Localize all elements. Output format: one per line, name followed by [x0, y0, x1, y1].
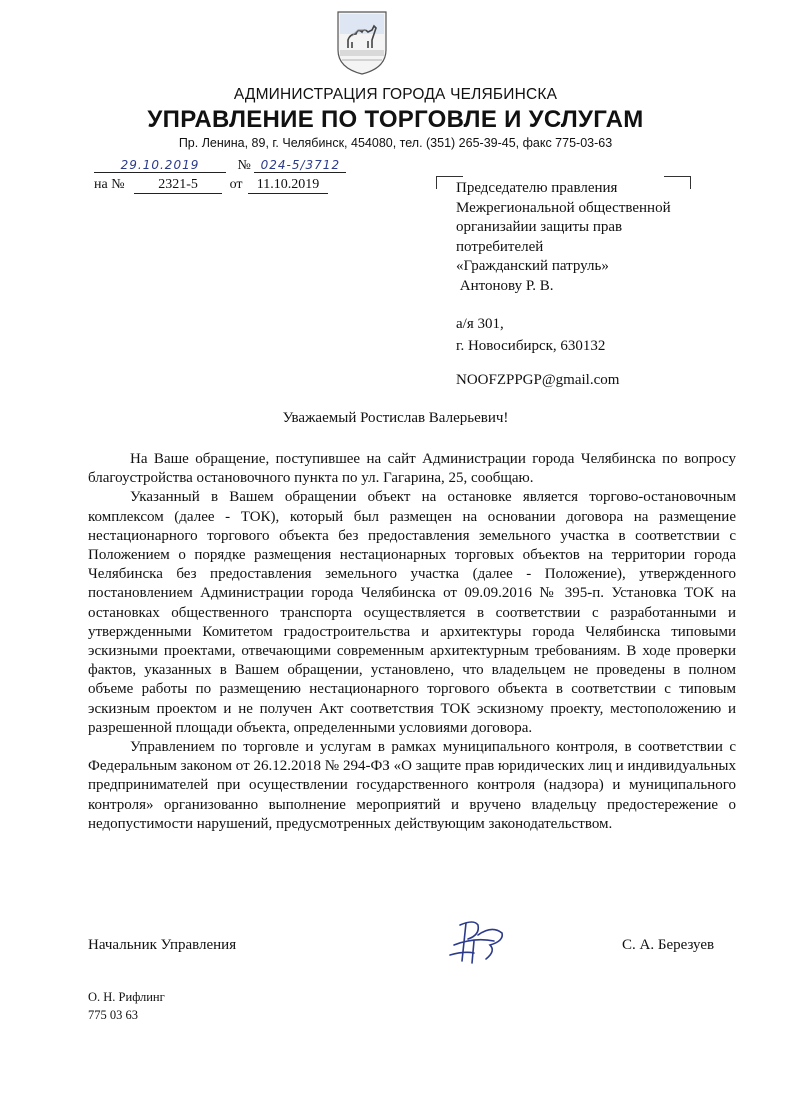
recipient-email: NOOFZPPGP@gmail.com — [456, 372, 620, 388]
org-address: Пр. Ленина, 89, г. Челябинск, 454080, тел. (351) 265-39-45, факс 775-03-63 — [178, 136, 613, 150]
recipient-line: Антонову Р. В. — [456, 277, 554, 294]
reply-prefix: на № — [94, 177, 125, 192]
recipient-block — [456, 179, 776, 296]
outgoing-registration — [94, 158, 346, 174]
recipient-line: организайии защиты прав — [456, 219, 623, 235]
outgoing-date: 29.10.2019 — [94, 158, 226, 173]
city-emblem — [336, 10, 388, 76]
handwritten-signature-icon — [444, 915, 512, 967]
recipient-postal-address — [456, 313, 605, 357]
salutation: Уважаемый Ростислав Валерьевич! — [282, 410, 509, 426]
from-word: от — [229, 177, 243, 192]
reply-number: 2321-5 — [134, 177, 222, 194]
recipient-line: Межрегиональной общественной — [456, 199, 671, 216]
letter-body — [88, 450, 736, 834]
body-paragraph: На Ваше обращение, поступившее на сайт Администрации города Челябинска по вопросу благоустройства остановочного пункта по ул. Гагарина, 25, сообщаю. — [88, 451, 736, 487]
reply-registration — [94, 177, 328, 194]
reply-date: 11.10.2019 — [248, 177, 328, 194]
signature — [444, 915, 512, 967]
org-name: УПРАВЛЕНИЕ ПО ТОРГОВЛЕ И УСЛУГАМ — [147, 106, 644, 133]
body-paragraph: Указанный в Вашем обращении объект на остановке является торгово-остановочным комплексом (далее - ТОК), который был размещен на основании договора на размещение нестационарного торгового объекта без предоставления земельного участка в соответствии с Положением о порядке размещения нестационарных торговых объектов на территории города Челябинска без предоставления земельного участка (далее - Положение), утвержденного постановлением Администрации города Челябинска от 09.09.2016 № 395-п. Установка ТОК на остановках общественного транспорта осуществляется в соответствии с разработанными и утвержденными Комитетом градостроительства и архитектуры города Челябинска типовыми эскизными проектами, отвечающими современным архитектурным требованиям. В ходе проверки фактов, указанных в Вашем обращении, установлено, что владельцем не проведены в полном объеме работы по размещению нестационарного торгового объекта в соответствии с типовым эскизным проектом и не получен Акт соответствия ТОК эскизному проекту, местоположению и разрешенной площади объекта, определенными условиями договора. — [88, 489, 736, 736]
number-sign: № — [237, 158, 251, 173]
signatory-name: С. А. Березуев — [622, 937, 715, 953]
recipient-line: «Гражданский патруль» — [456, 258, 609, 274]
org-parent-name: АДМИНИСТРАЦИЯ ГОРОДА ЧЕЛЯБИНСКА — [233, 86, 558, 103]
recipient-line: потребителей — [456, 238, 544, 255]
executor-name: О. Н. Рифлинг — [88, 990, 165, 1004]
recipient-line: Председателю правления — [456, 180, 618, 196]
address-line: а/я 301, — [456, 316, 504, 332]
body-paragraph: Управлением по торговле и услугам в рамках муниципального контроля, в соответствии с Федеральным законом от 26.12.2018 № 294-ФЗ «О защите прав юридических лиц и индивидуальных предпринимателей при осуществлении государственного контроля (надзора) и муниципального контроля» организованно выполнение мероприятий и вручено владельцу предостережение о недопустимости нарушений, предусмотренных действующим законодательством. — [88, 739, 736, 832]
executor-phone: 775 03 63 — [88, 1008, 138, 1022]
chelyabinsk-camel-emblem-icon — [336, 10, 388, 76]
signatory-title: Начальник Управления — [88, 937, 237, 953]
outgoing-number: 024-5/3712 — [254, 158, 346, 173]
address-line: г. Новосибирск, 630132 — [456, 338, 606, 354]
